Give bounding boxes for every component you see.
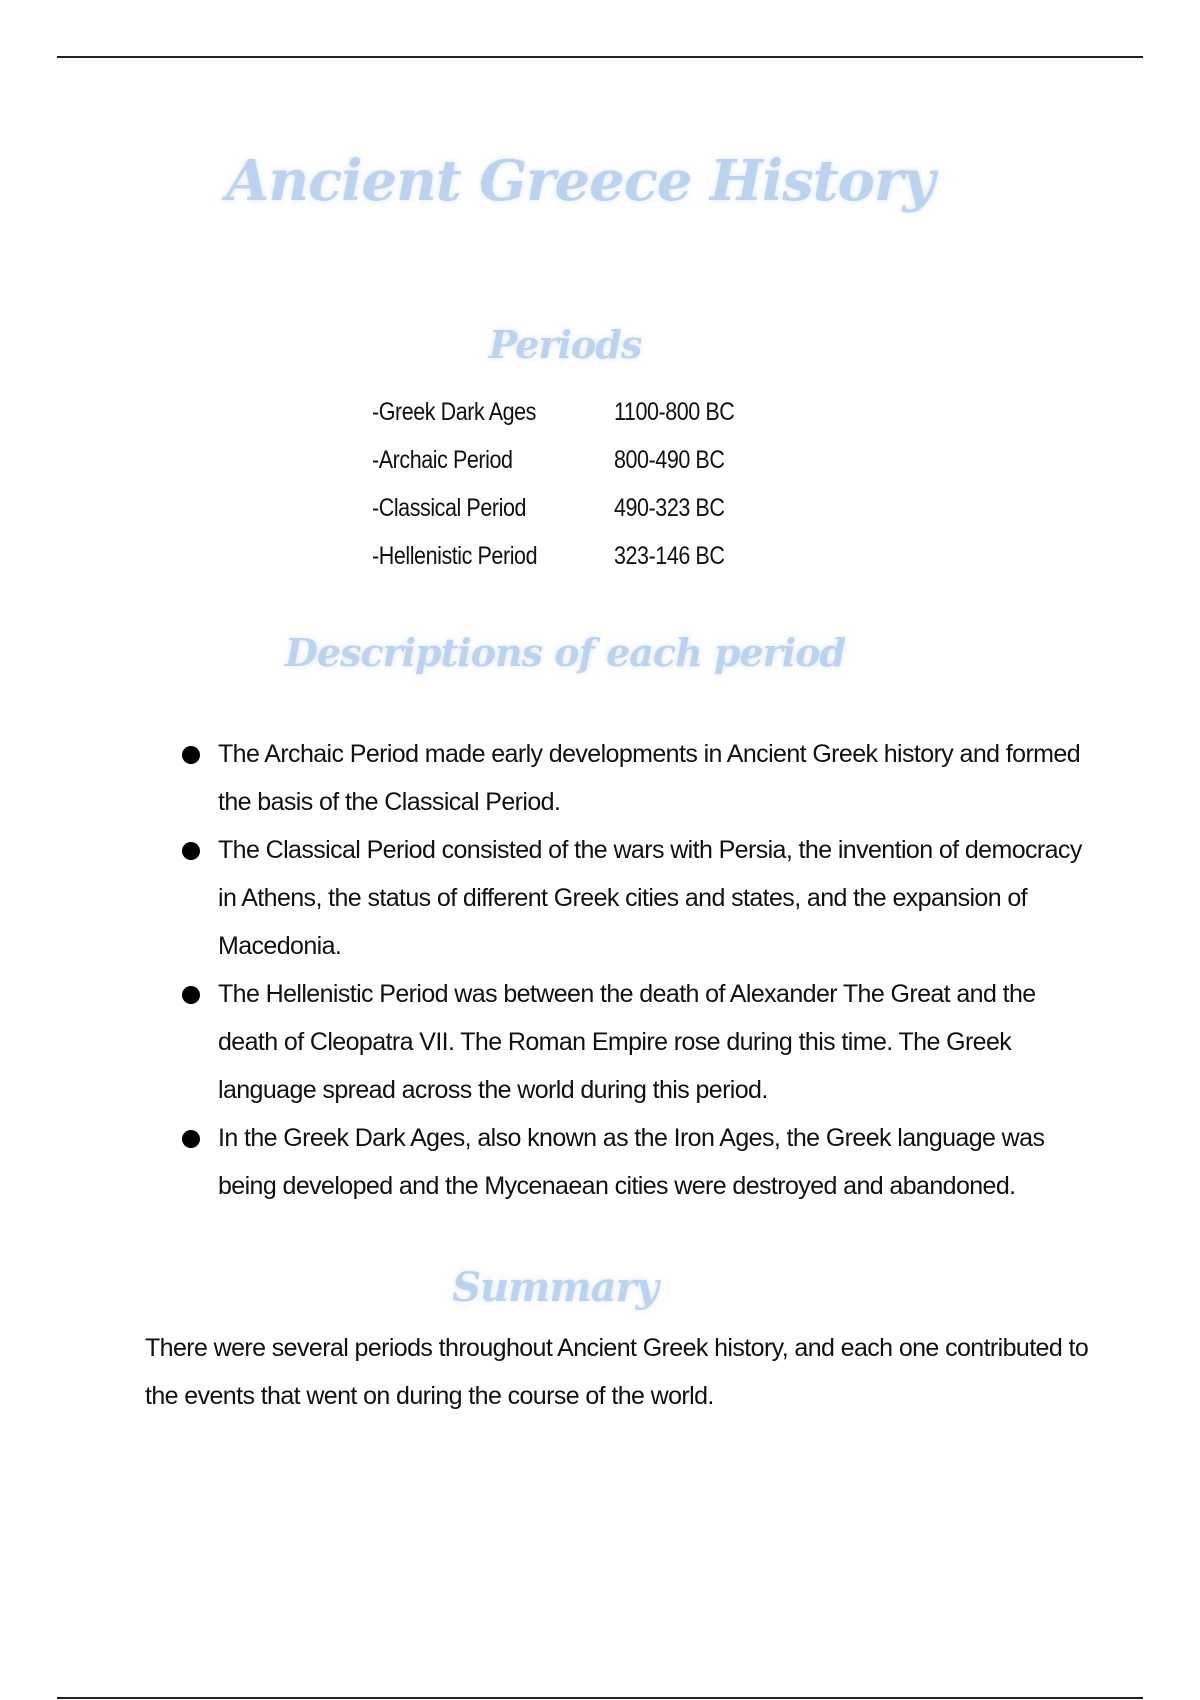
description-text: The Hellenistic Period was between the death of Alexander The Great and the death of Cleopatra VII. The Roman Empire rose during this time. The Greek language spread across the world during this period. [218, 980, 1036, 1104]
list-item-classical [180, 826, 1100, 970]
description-text: The Classical Period consisted of the wars with Persia, the invention of democracy in Athens, the status of different Greek cities and states, and the expansion of Macedonia. [218, 836, 1082, 960]
description-text: The Archaic Period made early developments in Ancient Greek history and formed the basis of the Classical Period. [218, 740, 1081, 816]
document-title: Ancient Greece History [225, 148, 935, 214]
bullet-icon [182, 842, 200, 860]
bullet-icon [182, 746, 200, 764]
description-text: In the Greek Dark Ages, also known as the Iron Ages, the Greek language was being developed and the Mycenaean cities were destroyed and abandoned. [218, 1124, 1045, 1200]
descriptions-heading: Descriptions of each period [284, 630, 846, 675]
descriptions-list [180, 730, 1100, 1210]
list-item-dark-ages [180, 1114, 1100, 1210]
period-range: 1100-800 BC [614, 397, 735, 426]
summary-heading: Summary [452, 1264, 658, 1311]
period-name: -Hellenistic Period [372, 541, 538, 570]
period-row-hellenistic [372, 532, 754, 580]
period-row-dark-ages [372, 388, 754, 436]
period-row-archaic [372, 436, 754, 484]
period-range: 323-146 BC [614, 541, 725, 570]
summary-paragraph: There were several periods throughout Ancient Greek history, and each one contributed to the events that went on during the course of the world. [145, 1334, 1089, 1410]
bullet-icon [182, 986, 200, 1004]
period-row-classical [372, 484, 754, 532]
top-page-rule [57, 56, 1143, 58]
period-range: 800-490 BC [614, 445, 725, 474]
bottom-page-rule [57, 1697, 1143, 1699]
period-name: -Greek Dark Ages [372, 397, 536, 426]
periods-heading: Periods [488, 322, 642, 367]
period-range: 490-323 BC [614, 493, 725, 522]
list-item-hellenistic [180, 970, 1100, 1114]
bullet-icon [182, 1130, 200, 1148]
periods-table [372, 388, 754, 580]
period-name: -Classical Period [372, 493, 526, 522]
list-item-archaic [180, 730, 1100, 826]
period-name: -Archaic Period [372, 445, 513, 474]
